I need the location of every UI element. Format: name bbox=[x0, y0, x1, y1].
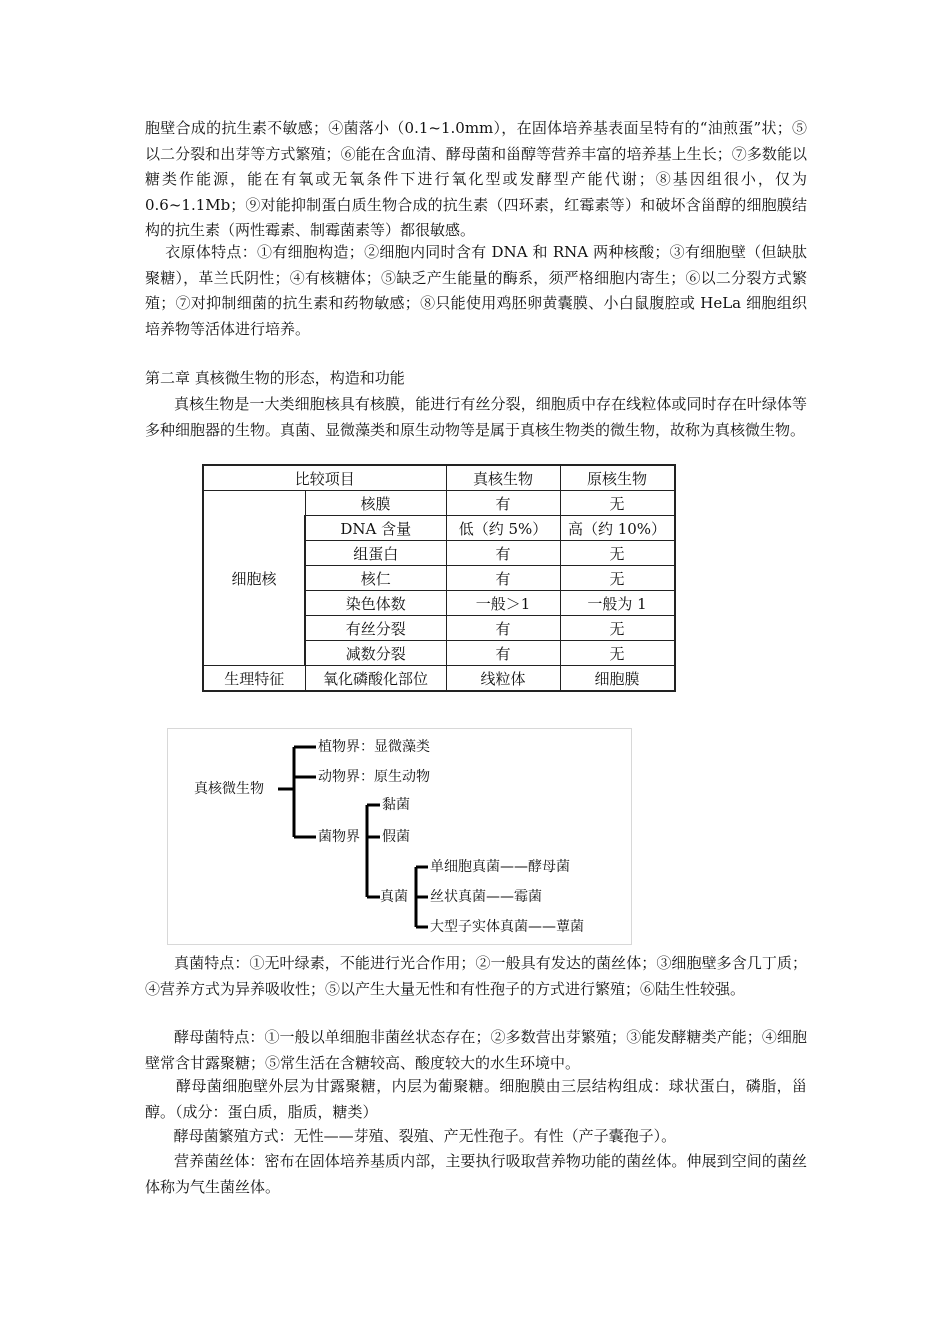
table-group-cell: 细胞核 bbox=[203, 491, 305, 666]
table-cell: DNA 含量 bbox=[305, 516, 446, 541]
table-cell: 有 bbox=[446, 541, 560, 566]
paragraph-eukaryote-intro: 真核生物是一大类细胞核具有核膜，能进行有丝分裂，细胞质中存在线粒体或同时存在叶绿体等多种细胞器的生物。真菌、显微藻类和原生动物等是属于真核生物类的微生物，故称为真核微生物。 bbox=[145, 395, 807, 439]
table-header-cell: 比较项目 bbox=[203, 465, 446, 491]
table-cell: 核膜 bbox=[305, 491, 446, 516]
table-cell: 无 bbox=[560, 641, 675, 666]
diagram-plant-label: 植物界：显微藻类 bbox=[318, 739, 430, 755]
diagram-pseudo-fungi-label: 假菌 bbox=[382, 829, 410, 845]
diagram-slime-mold-label: 黏菌 bbox=[382, 797, 410, 813]
table-cell: 染色体数 bbox=[305, 591, 446, 616]
table-cell: 无 bbox=[560, 566, 675, 591]
table-header-cell: 原核生物 bbox=[560, 465, 675, 491]
table-cell: 有丝分裂 bbox=[305, 616, 446, 641]
paragraph-mycoplasma-cont: 胞壁合成的抗生素不敏感；④菌落小（0.1~1.0mm），在固体培养基表面呈特有的“油煎蛋”状；⑤以二分裂和出芽等方式繁殖；⑥能在含血清、酵母菌和甾醇等营养丰富的培养基上生长；⑦多数能以糖类作能源，能在有氧或无氧条件下进行氧化型或发酵型产能代谢；⑧基因组很小，仅为0.6~1.1Mb；⑨对能抑制蛋白质生物合成的抗生素（四环素，红霉素等）和破坏含甾醇的细胞膜结构的抗生素（两性霉素、制霉菌素等）都很敏感。 bbox=[145, 119, 807, 239]
table-cell: 组蛋白 bbox=[305, 541, 446, 566]
chapter-heading: 第二章 真核微生物的形态，构造和功能 bbox=[145, 369, 405, 387]
table-header-cell: 真核生物 bbox=[446, 465, 560, 491]
table-cell: 高（约 10%） bbox=[560, 516, 675, 541]
diagram-mushroom-label: 大型子实体真菌——蕈菌 bbox=[430, 919, 584, 935]
diagram-fungi-kingdom-label: 菌物界 bbox=[318, 829, 360, 845]
diagram-root-label: 真核微生物 bbox=[194, 781, 264, 797]
classification-diagram bbox=[167, 728, 632, 945]
paragraph-yeast-reproduction: 酵母菌繁殖方式：无性——芽殖、裂殖、产无性孢子。有性（产子囊孢子）。 bbox=[145, 1127, 677, 1145]
table-cell: 减数分裂 bbox=[305, 641, 446, 666]
table-cell: 氧化磷酸化部位 bbox=[305, 666, 446, 692]
paragraph-chlamydia: 衣原体特点：①有细胞构造；②细胞内同时含有 DNA 和 RNA 两种核酸；③有细胞壁（但缺肽聚糖），革兰氏阴性；④有核糖体；⑤缺乏产生能量的酶系，须严格细胞内寄生；⑥以二分裂方式繁殖；⑦对抑制细菌的抗生素和药物敏感；⑧只能使用鸡胚卵黄囊膜、小白鼠腹腔或 HeLa 细胞组织培养物等活体进行培养。 bbox=[145, 243, 807, 338]
table-cell: 无 bbox=[560, 491, 675, 516]
table-cell: 低（约 5%） bbox=[446, 516, 560, 541]
table-cell: 细胞膜 bbox=[560, 666, 675, 692]
diagram-mold-label: 丝状真菌——霉菌 bbox=[430, 889, 542, 905]
table-cell: 有 bbox=[446, 566, 560, 591]
table-row bbox=[203, 666, 675, 692]
diagram-yeast-label: 单细胞真菌——酵母菌 bbox=[430, 859, 570, 875]
table-cell: 线粒体 bbox=[446, 666, 560, 692]
table-cell: 一般为 1 bbox=[560, 591, 675, 616]
table-group-cell: 生理特征 bbox=[203, 666, 305, 692]
paragraph-mycelium: 营养菌丝体：密布在固体培养基质内部，主要执行吸取营养物功能的菌丝体。伸展到空间的菌丝体称为气生菌丝体。 bbox=[145, 1152, 807, 1196]
diagram-animal-label: 动物界：原生动物 bbox=[318, 769, 430, 785]
paragraph-yeast-cell-wall: 酵母菌细胞壁外层为甘露聚糖，内层为葡聚糖。细胞膜由三层结构组成：球状蛋白，磷脂，甾醇。（成分：蛋白质，脂质，糖类） bbox=[145, 1077, 807, 1121]
table-cell: 有 bbox=[446, 616, 560, 641]
table-cell: 无 bbox=[560, 541, 675, 566]
table-cell: 一般＞1 bbox=[446, 591, 560, 616]
table-cell: 有 bbox=[446, 641, 560, 666]
paragraph-yeast-features: 酵母菌特点：①一般以单细胞非菌丝状态存在；②多数营出芽繁殖；③能发酵糖类产能；④细胞壁常含甘露聚糖；⑤常生活在含糖较高、酸度较大的水生环境中。 bbox=[145, 1028, 807, 1072]
paragraph-fungi-features: 真菌特点：①无叶绿素，不能进行光合作用；②一般具有发达的菌丝体；③细胞壁多含几丁质；④营养方式为异养吸收性；⑤以产生大量无性和有性孢子的方式进行繁殖；⑥陆生性较强。 bbox=[145, 954, 807, 998]
diagram-true-fungi-label: 真菌 bbox=[380, 889, 408, 905]
table-cell: 无 bbox=[560, 616, 675, 641]
table-header-row bbox=[203, 465, 675, 491]
comparison-table bbox=[202, 464, 676, 692]
table-cell: 有 bbox=[446, 491, 560, 516]
table-cell: 核仁 bbox=[305, 566, 446, 591]
table-row bbox=[203, 491, 675, 516]
